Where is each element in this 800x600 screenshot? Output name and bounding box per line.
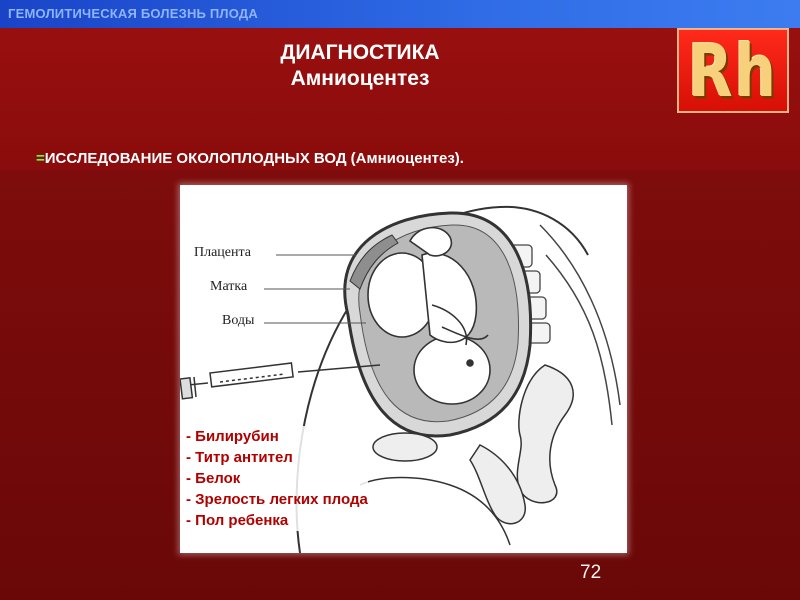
analysis-list (186, 426, 368, 531)
rh-badge-text: Rh (688, 28, 778, 113)
title-line-1: ДИАГНОСТИКА (280, 41, 440, 64)
subtitle (36, 150, 464, 167)
syringe (180, 363, 380, 399)
label-uterus: Матка (210, 279, 248, 294)
page-number: 72 (580, 562, 602, 583)
label-placenta: Плацента (194, 245, 252, 260)
slide-title (200, 40, 520, 92)
list-item: - Титр антител (186, 447, 368, 468)
rh-badge (677, 28, 789, 113)
list-item: - Билирубин (186, 426, 368, 447)
header-bar (0, 0, 800, 28)
list-item: - Белок (186, 468, 368, 489)
list-item: - Пол ребенка (186, 510, 368, 531)
title-line-2: Амниоцентез (290, 67, 430, 90)
header-title: ГЕМОЛИТИЧЕСКАЯ БОЛЕЗНЬ ПЛОДА (8, 6, 258, 21)
label-amniotic-fluid: Воды (222, 313, 255, 328)
subtitle-bullet: = (36, 150, 45, 167)
subtitle-text: ИССЛЕДОВАНИЕ ОКОЛОПЛОДНЫХ ВОД (Амниоцентез). (44, 150, 464, 167)
list-item: - Зрелость легких плода (186, 491, 368, 508)
